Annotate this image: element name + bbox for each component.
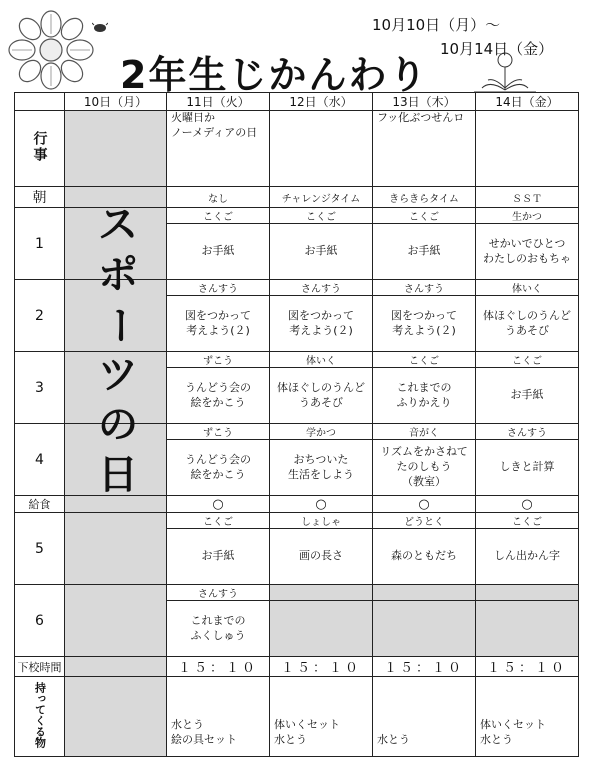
subject-cell: 生かつ xyxy=(476,208,579,224)
subject-cell: こくご xyxy=(373,352,476,368)
content-cell: お手紙 xyxy=(270,224,373,280)
row-label-gekou: 下校時間 xyxy=(15,657,65,677)
content-cell: 画の長さ xyxy=(270,529,373,585)
subject-cell: 音がく xyxy=(373,424,476,440)
dismissal-time: １５：１０ xyxy=(270,657,373,677)
period-label: 3 xyxy=(15,352,65,424)
event-cell: 火曜日か ノーメディアの日 xyxy=(167,111,270,187)
sports-day-label xyxy=(70,200,166,500)
gray-cell xyxy=(476,601,579,657)
mochimono-row xyxy=(15,677,579,757)
bring-cell: 水とう xyxy=(373,677,476,757)
gray-cell xyxy=(65,657,167,677)
subject-cell: さんすう xyxy=(167,280,270,296)
content-cell: 体ほぐしのうんど うあそび xyxy=(270,368,373,424)
subject-cell: ずこう xyxy=(167,352,270,368)
day-header: 13日（木） xyxy=(373,93,476,111)
morning-cell: なし xyxy=(167,187,270,208)
content-cell: お手紙 xyxy=(373,224,476,280)
lunch-mark: ○ xyxy=(476,496,579,513)
morning-cell: チャレンジタイム xyxy=(270,187,373,208)
sports-day-char: ツ xyxy=(98,352,138,398)
row-label-kyushoku: 給食 xyxy=(15,496,65,513)
subject-cell: 体いく xyxy=(476,280,579,296)
subject-cell: こくご xyxy=(476,513,579,529)
subject-cell: しょしゃ xyxy=(270,513,373,529)
subject-cell xyxy=(270,585,373,601)
gray-cell xyxy=(270,601,373,657)
bring-cell: 体いくセット 水とう xyxy=(476,677,579,757)
date-start: 10月10日（月）～ xyxy=(372,16,501,34)
day-header-row xyxy=(15,93,579,111)
row-label-mochimono: 持ってくる物 xyxy=(15,677,65,757)
subject-cell: 体いく xyxy=(270,352,373,368)
header xyxy=(0,0,597,97)
lunch-mark: ○ xyxy=(167,496,270,513)
content-cell: 体ほぐしのうんど うあそび xyxy=(476,296,579,352)
content-cell: おちついた 生活をしよう xyxy=(270,440,373,496)
day-header: 14日（金） xyxy=(476,93,579,111)
sports-day-char: の xyxy=(98,402,138,448)
event-cell xyxy=(476,111,579,187)
content-cell: お手紙 xyxy=(167,224,270,280)
content-cell: 図をつかって 考えよう(２) xyxy=(167,296,270,352)
corner-cell xyxy=(15,93,65,111)
row-label-asa: 朝 xyxy=(15,187,65,208)
sports-day-char: ポ xyxy=(98,252,138,298)
gray-cell xyxy=(373,601,476,657)
gray-cell xyxy=(65,513,167,585)
subject-cell: さんすう xyxy=(373,280,476,296)
page-title: 2年生じかんわり xyxy=(120,53,429,97)
morning-cell: ＳＳＴ xyxy=(476,187,579,208)
day-header: 12日（水） xyxy=(270,93,373,111)
content-cell: リズムをかさねて たのしもう （教室） xyxy=(373,440,476,496)
content-cell: お手紙 xyxy=(476,368,579,424)
dismissal-time: １５：１０ xyxy=(373,657,476,677)
period-label: 2 xyxy=(15,280,65,352)
event-cell: フッ化ぶつせんロ xyxy=(373,111,476,187)
sports-day-char: ー xyxy=(95,305,141,345)
flower-decoration-icon xyxy=(8,10,94,90)
period-label: 6 xyxy=(15,585,65,657)
sports-day-char: ス xyxy=(98,202,138,248)
content-cell: しん出かん字 xyxy=(476,529,579,585)
period-label: 5 xyxy=(15,513,65,585)
sports-day-char: 日 xyxy=(98,452,138,498)
content-cell: 森のともだち xyxy=(373,529,476,585)
period-subject-row xyxy=(15,585,579,601)
period-subject-row xyxy=(15,513,579,529)
subject-cell: ずこう xyxy=(167,424,270,440)
subject-cell: さんすう xyxy=(476,424,579,440)
content-cell: 図をつかって 考えよう(２) xyxy=(270,296,373,352)
day-header: 10日（月） xyxy=(65,93,167,111)
dismissal-time: １５：１０ xyxy=(476,657,579,677)
subject-cell: どうとく xyxy=(373,513,476,529)
subject-cell: さんすう xyxy=(167,585,270,601)
period-label: 1 xyxy=(15,208,65,280)
subject-cell: 学かつ xyxy=(270,424,373,440)
date-end: 10月14日（金） xyxy=(440,40,554,58)
row-label-gyoji: 行事 xyxy=(15,111,65,187)
content-cell: しきと計算 xyxy=(476,440,579,496)
content-cell: これまでの ふりかえり xyxy=(373,368,476,424)
day-header: 11日（火） xyxy=(167,93,270,111)
subject-cell: さんすう xyxy=(270,280,373,296)
period-label: 4 xyxy=(15,424,65,496)
subject-cell: こくご xyxy=(476,352,579,368)
gray-cell xyxy=(65,111,167,187)
content-cell: せかいでひとつ わたしのおもちゃ xyxy=(476,224,579,280)
bug-icon xyxy=(92,22,108,34)
lunch-mark: ○ xyxy=(270,496,373,513)
bring-cell: 体いくセット 水とう xyxy=(270,677,373,757)
content-cell: うんどう会の 絵をかこう xyxy=(167,440,270,496)
gray-cell xyxy=(65,585,167,657)
gekou-row xyxy=(15,657,579,677)
content-cell: 図をつかって 考えよう(２) xyxy=(373,296,476,352)
dismissal-time: １５：１０ xyxy=(167,657,270,677)
subject-cell: こくご xyxy=(167,208,270,224)
event-cell xyxy=(270,111,373,187)
gyoji-row xyxy=(15,111,579,187)
content-cell: うんどう会の 絵をかこう xyxy=(167,368,270,424)
content-cell: お手紙 xyxy=(167,529,270,585)
lunch-mark: ○ xyxy=(373,496,476,513)
content-cell: これまでの ふくしゅう xyxy=(167,601,270,657)
gray-cell xyxy=(65,677,167,757)
bring-cell: 水とう 絵の具セット xyxy=(167,677,270,757)
subject-cell xyxy=(476,585,579,601)
subject-cell: こくご xyxy=(373,208,476,224)
subject-cell xyxy=(373,585,476,601)
subject-cell: こくご xyxy=(167,513,270,529)
dandelion-icon xyxy=(470,50,540,94)
morning-cell: きらきらタイム xyxy=(373,187,476,208)
subject-cell: こくご xyxy=(270,208,373,224)
